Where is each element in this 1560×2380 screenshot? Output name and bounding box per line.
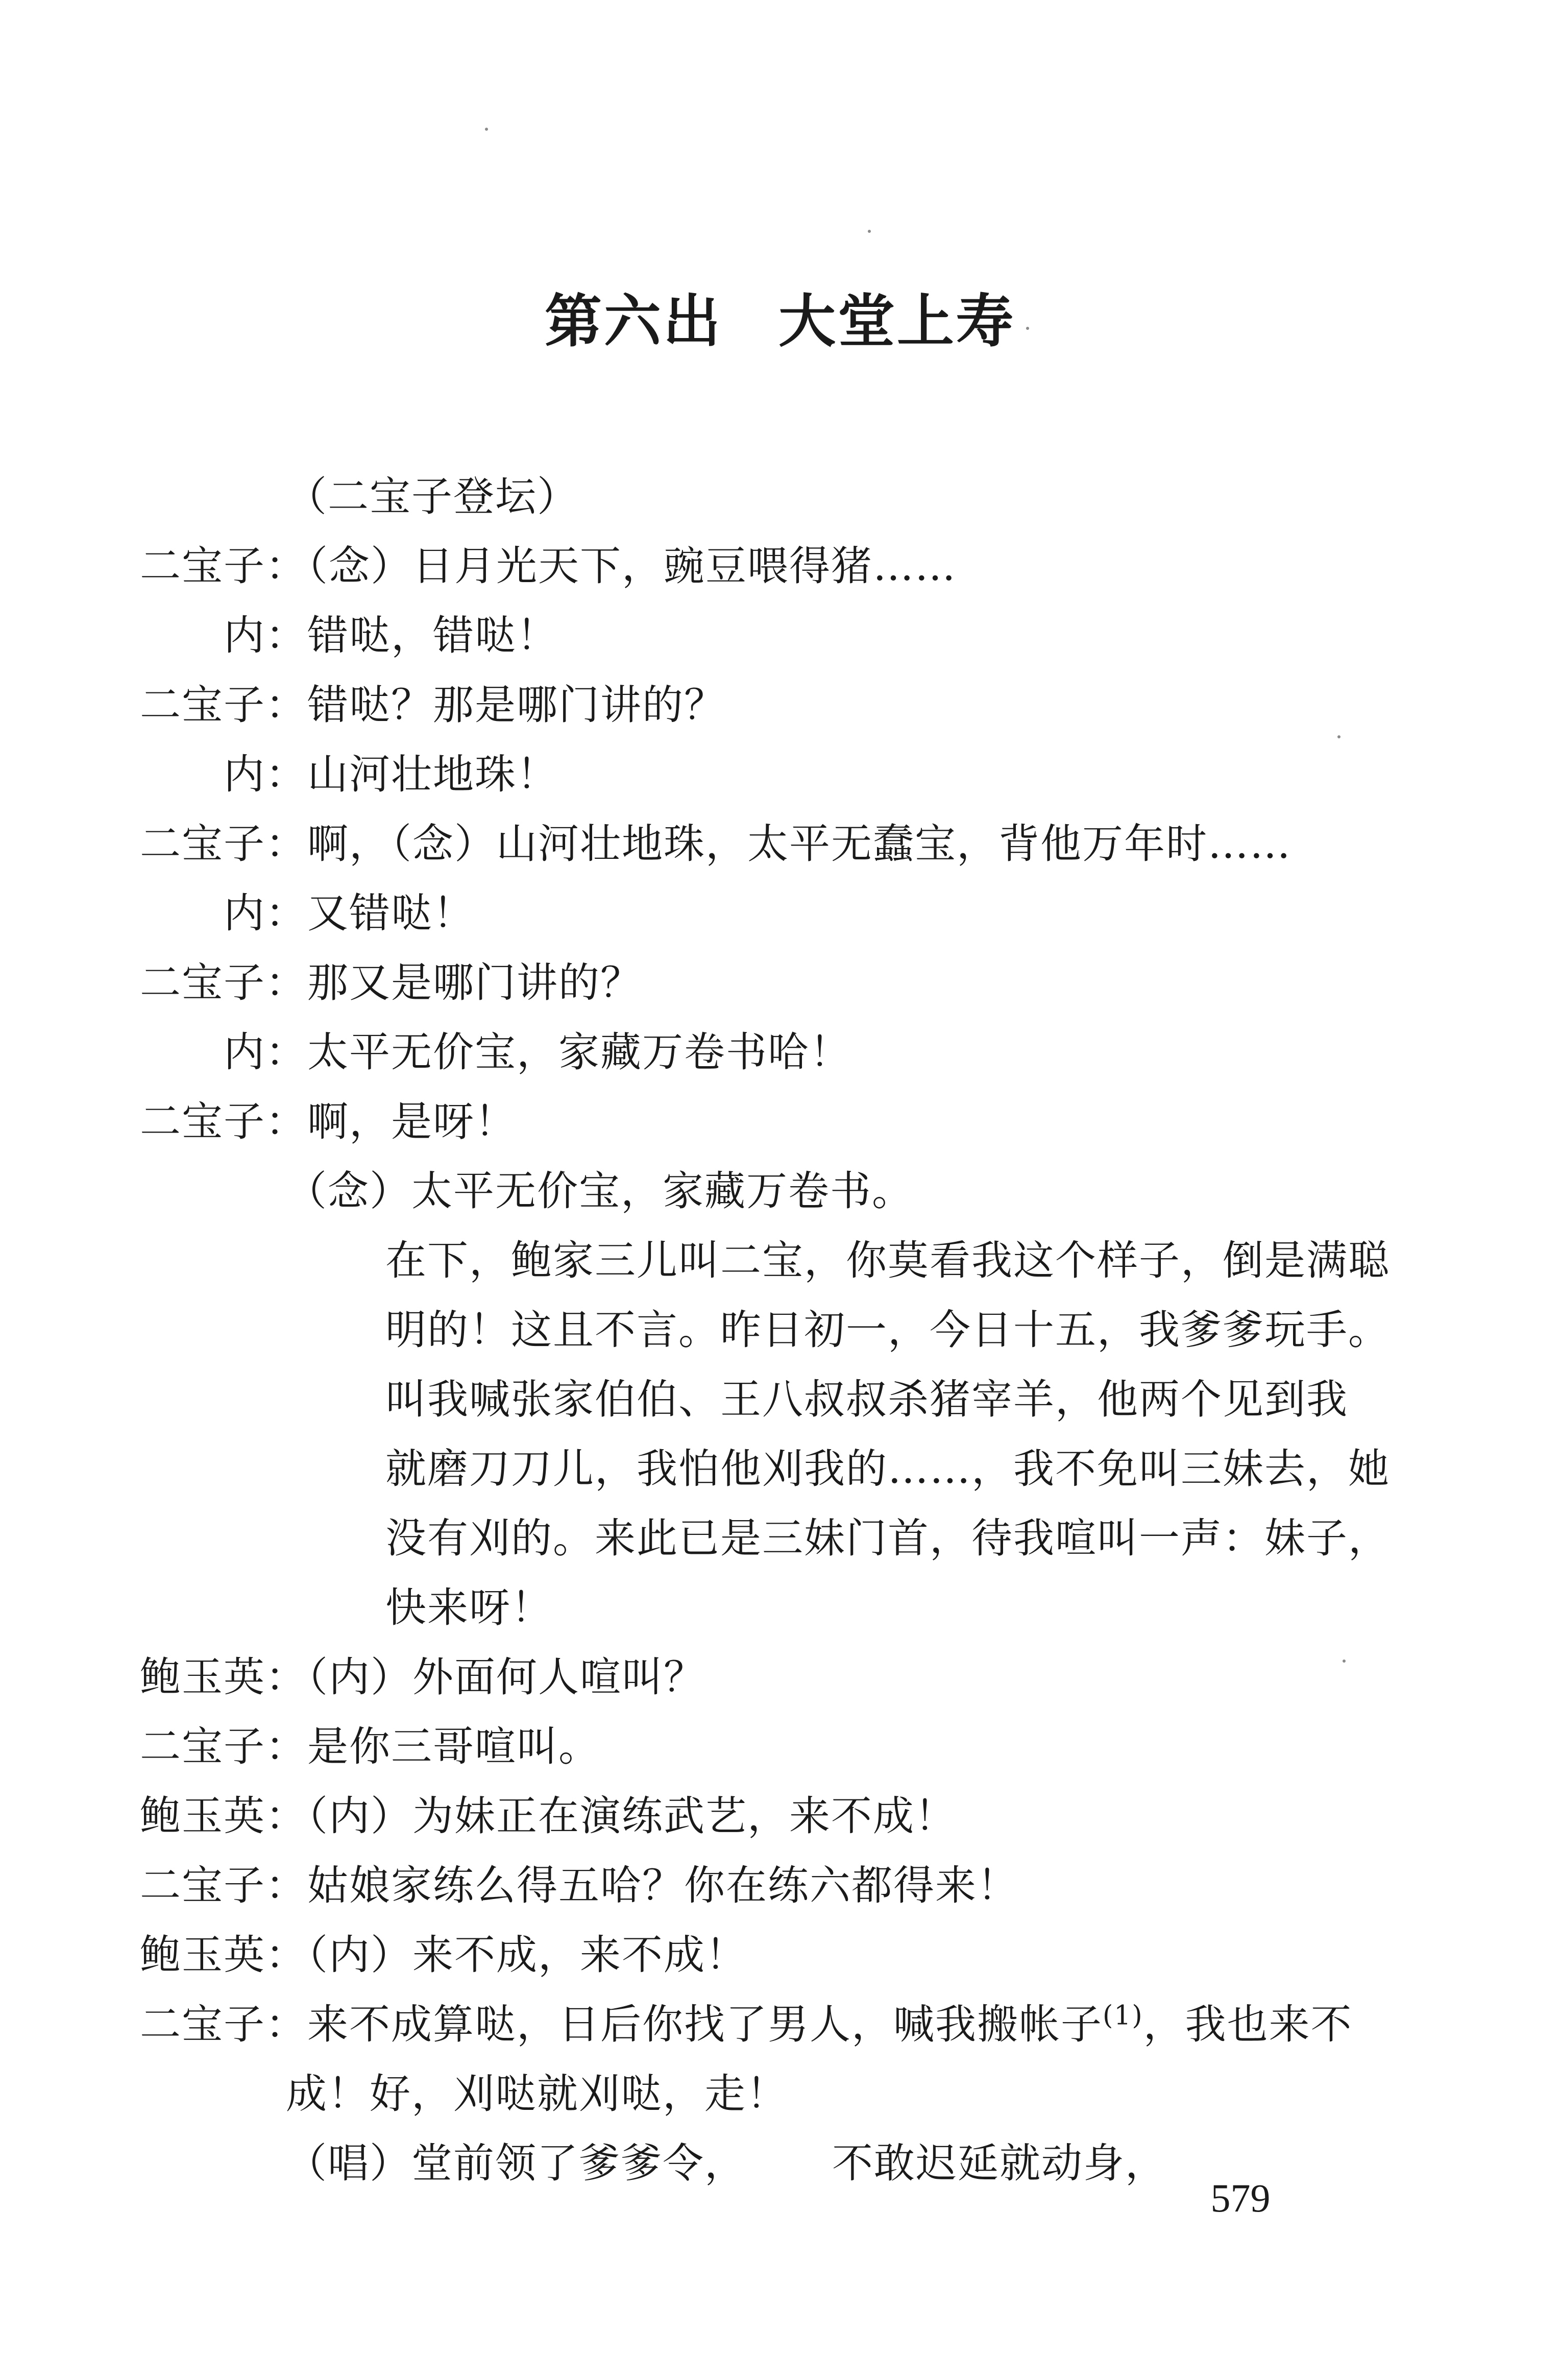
continuation-line (0, 2059, 1560, 2129)
speaker-name: 二宝子 (140, 2001, 265, 2048)
line-text: 没有刈的。来此已是三妹门首，待我喧叫一声：妹子， (385, 1514, 1390, 1562)
line-text: ：啊，是呀！ (265, 1098, 517, 1145)
speaker-name: 鲍玉英 (140, 1931, 265, 1979)
recitation-line (0, 1157, 1560, 1226)
line-text: 在下，鲍家三儿叫二宝，你莫看我这个样子，倒是满聪 (385, 1237, 1390, 1284)
speaker-name: 鲍玉英 (140, 1653, 265, 1701)
line-text: ：（念）日月光天下，豌豆喂得猪…… (265, 542, 957, 590)
footnote-marker: (1) (1103, 2000, 1143, 2031)
line-text: ：那又是哪门讲的？ (265, 959, 642, 1006)
speaker-name: 二宝子 (140, 1862, 265, 1909)
dialogue-line (0, 1018, 1560, 1087)
line-text: ：山河壮地珠！ (265, 751, 558, 798)
speaker-name: 二宝子 (140, 820, 265, 868)
line-text: ：是你三哥喧叫。 (265, 1723, 600, 1770)
line-text: ：（内）为妹正在演练武艺，来不成！ (265, 1792, 957, 1840)
speaker-name: 二宝子 (140, 1723, 265, 1770)
dialogue-line (0, 1851, 1560, 1920)
dialogue-line (0, 1990, 1560, 2059)
line-text: 叫我喊张家伯伯、王八叔叔杀猪宰羊，他两个见到我 (385, 1376, 1348, 1423)
monologue-line (0, 1226, 1560, 1295)
scan-speck (1337, 735, 1340, 738)
dialogue-line (0, 740, 1560, 809)
monologue-line (0, 1365, 1560, 1434)
line-text: ：来不成算哒，日后你找了男人，喊我搬帐子 (265, 2001, 1103, 2048)
speaker-name: 二宝子 (140, 959, 265, 1006)
dialogue-line (0, 1782, 1560, 1851)
line-text: ：啊，（念）山河壮地珠，太平无蠢宝，背他万年时…… (265, 820, 1291, 868)
scan-speck (1343, 1660, 1346, 1663)
title-part-2: 大堂上寿 (778, 289, 1015, 355)
song-line-second-half: 不敢迟延就动身， (832, 2139, 1167, 2187)
dialogue-line (0, 948, 1560, 1018)
speaker-name: 内 (224, 612, 265, 659)
dialogue-line (0, 879, 1560, 948)
scan-speck (868, 230, 871, 233)
line-text: ：错哒，错哒！ (265, 612, 558, 659)
page-title (0, 286, 1560, 357)
speaker-name: 内 (224, 1028, 265, 1076)
line-text: 快来呀！ (385, 1584, 553, 1631)
dialogue-line (0, 670, 1560, 740)
line-text: ：姑娘家练么得五哈？你在练六都得来！ (265, 1862, 1019, 1909)
line-text: 成！好，刈哒就刈哒，走！ (286, 2070, 788, 2118)
monologue-line (0, 1434, 1560, 1504)
speaker-name: 二宝子 (140, 1098, 265, 1145)
speaker-name: 内 (224, 890, 265, 937)
line-text: ：错哒？那是哪门讲的？ (265, 681, 726, 729)
scan-speck (1026, 327, 1029, 330)
song-line (0, 2129, 1560, 2198)
speaker-name: 内 (224, 751, 265, 798)
dialogue-line (0, 1920, 1560, 1990)
line-text: 明的！这且不言。昨日初一，今日十五，我爹爹玩手。 (385, 1306, 1390, 1354)
dialogue-line (0, 1712, 1560, 1782)
line-text: （唱）堂前领了爹爹令， (286, 2139, 746, 2187)
dialogue-line (0, 532, 1560, 601)
monologue-line (0, 1295, 1560, 1365)
dialogue-line (0, 1643, 1560, 1712)
line-text: （念）太平无价宝，家藏万卷书。 (286, 1167, 914, 1215)
speaker-name: 二宝子 (140, 681, 265, 729)
dialogue-line (0, 601, 1560, 670)
line-text: ：（内）外面何人喧叫？ (265, 1653, 705, 1701)
speaker-name: 二宝子 (140, 542, 265, 590)
line-text: ：太平无价宝，家藏万卷书哈！ (265, 1028, 851, 1076)
script-body (0, 462, 1560, 2198)
scan-speck (485, 128, 488, 131)
monologue-line (0, 1504, 1560, 1573)
speaker-name: 鲍玉英 (140, 1792, 265, 1840)
dialogue-line (0, 809, 1560, 879)
line-text-tail: ，我也来不 (1143, 2001, 1353, 2048)
page-number: 579 (1210, 2176, 1271, 2220)
line-text: ：（内）来不成，来不成！ (265, 1931, 747, 1979)
line-text: 就磨刀刀儿，我怕他刈我的……，我不免叫三妹去，她 (385, 1445, 1390, 1493)
line-text: ：又错哒！ (265, 890, 475, 937)
stage-direction (0, 462, 1560, 532)
dialogue-line (0, 1087, 1560, 1157)
title-part-1: 第六出 (545, 289, 722, 355)
monologue-line (0, 1573, 1560, 1643)
line-text-with-footnote (265, 1990, 1353, 2059)
line-text: （二宝子登坛） (286, 473, 579, 520)
